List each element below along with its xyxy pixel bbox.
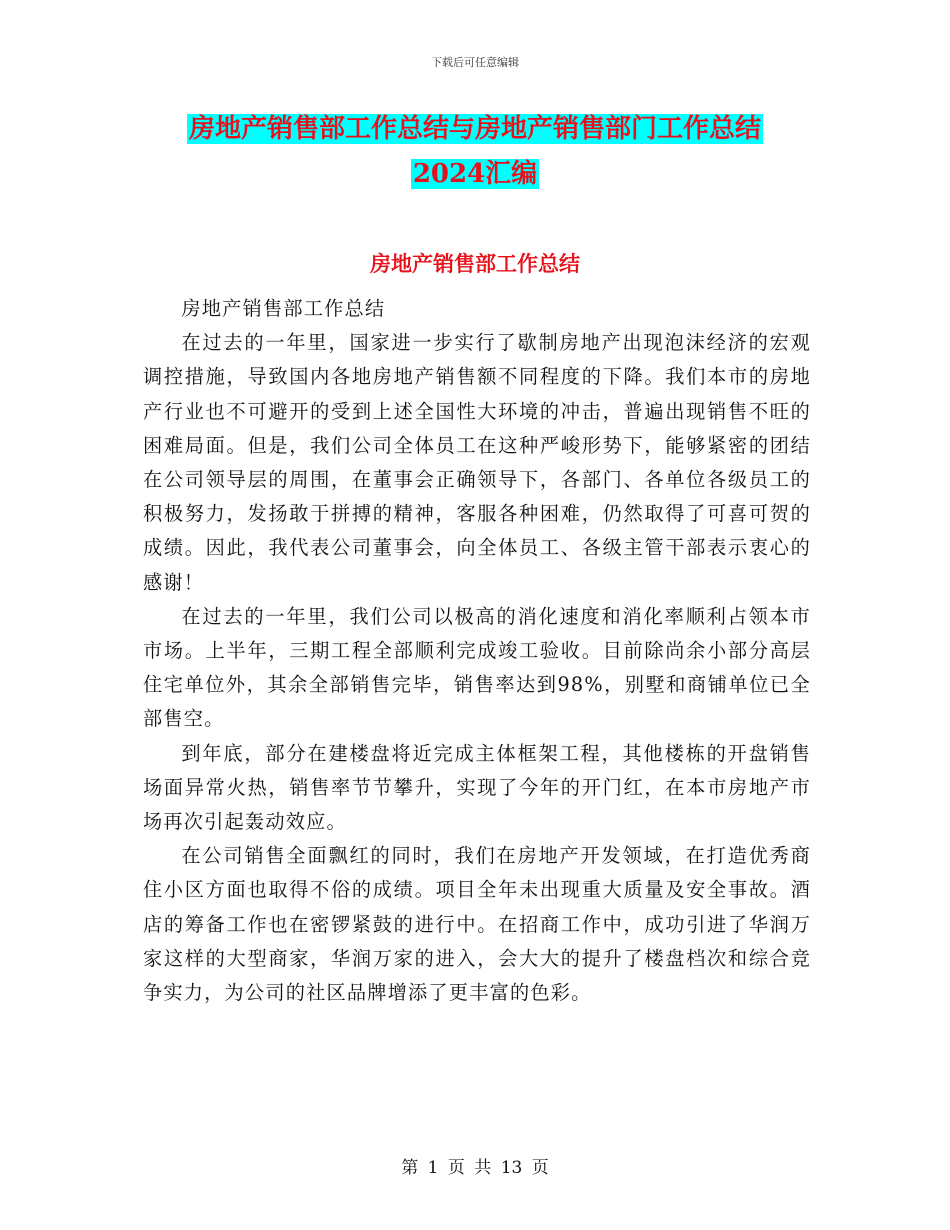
paragraph: 在公司销售全面飘红的同时，我们在房地产开发领域，在打造优秀商住小区方面也取得不俗的成绩。项目全年未出现重大质量及安全事故。酒店的筹备工作也在密锣紧鼓的进行中。在招商工作中，成功引进了华润万家这样的大型商家，华润万家的进入，会大大的提升了楼盘档次和综合竞争实力，为公司的社区品牌增添了更丰富的色彩。	[143, 844, 811, 1005]
title-highlight: 房地产销售部工作总结与房地产销售部门工作总结	[188, 114, 761, 144]
header-note: 下载后可任意编辑	[431, 56, 519, 69]
document-body	[143, 292, 811, 1010]
paragraph: 在过去的一年里，我们公司以极高的消化速度和消化率顺利占领本市市场。上半年，三期工程全部顺利完成竣工验收。目前除尚余小部分高层住宅单位外，其余全部销售完毕，销售率达到98%，别墅和商铺单位已全部售空。	[143, 604, 811, 731]
document-title-line-1	[0, 111, 950, 147]
page-number: 第 1 页 共 13 页	[401, 1158, 549, 1178]
document-title-line-2	[0, 156, 950, 192]
paragraph: 到年底，部分在建楼盘将近完成主体框架工程，其他楼栋的开盘销售场面异常火热，销售率节节攀升，实现了今年的开门红，在本市房地产市场再次引起轰动效应。	[143, 741, 811, 834]
section-heading: 房地产销售部工作总结	[370, 251, 580, 276]
title-highlight: 2024汇编	[412, 159, 538, 189]
paragraph: 房地产销售部工作总结	[181, 297, 386, 320]
paragraph: 在过去的一年里，国家进一步实行了歇制房地产出现泡沫经济的宏观调控措施，导致国内各地房地产销售额不同程度的下降。我们本市的房地产行业也不可避开的受到上述全国性大环境的冲击，普遍出现销售不旺的困难局面。但是，我们公司全体员工在这种严峻形势下，能够紧密的团结在公司领导层的周围，在董事会正确领导下，各部门、各单位各级员工的积极努力，发扬敢于拼搏的精神，客服各种困难，仍然取得了可喜可贺的成绩。因此，我代表公司董事会，向全体员工、各级主管干部表示衷心的感谢！	[143, 331, 811, 594]
